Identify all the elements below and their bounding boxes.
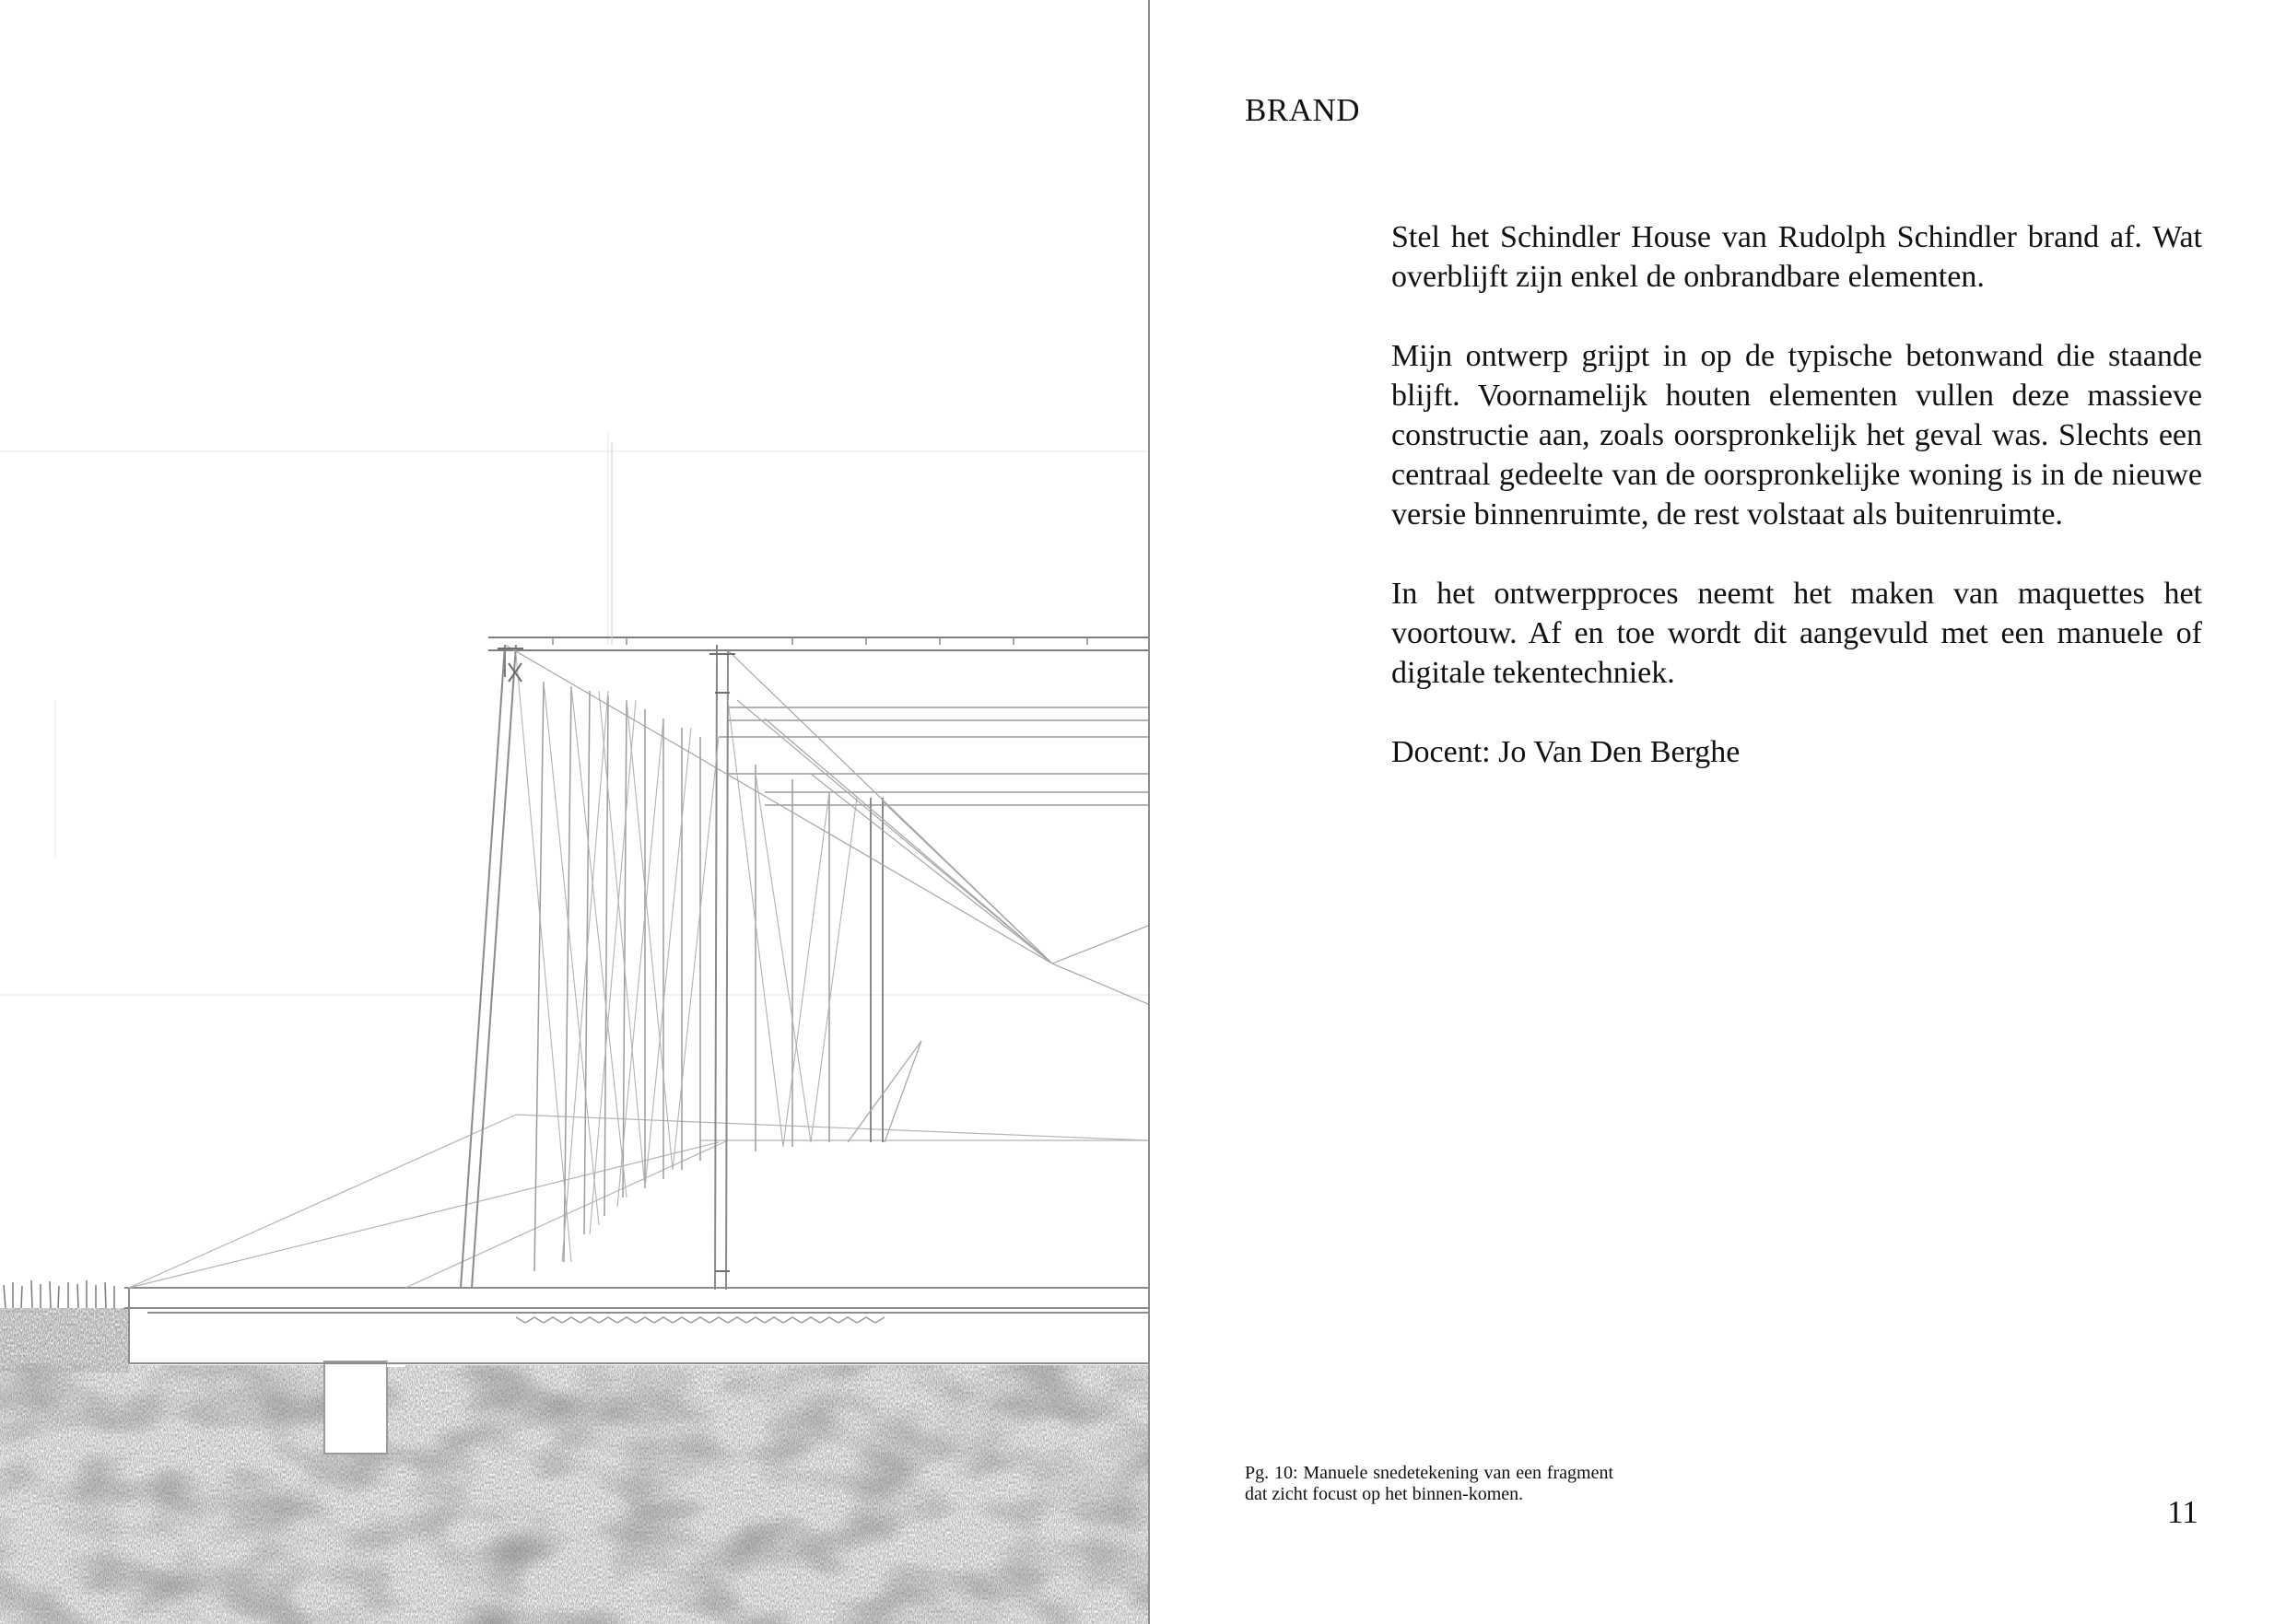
section-title: BRAND <box>1245 92 1361 128</box>
paragraph-2: Mijn ontwerp grijpt in op de typische betonwand die staande blijft. Voornamelijk houten elementen vullen deze massieve constructie aan, zoals oorspronkelijk het geval was. Slechts een centraal gedeelte van de oorspronkelijke woning is in de nieuwe versie binnenruimte, de rest volstaat als buitenruimte. <box>1391 339 2202 532</box>
figure-caption: Pg. 10: Manuele snedetekening van een fragment dat zicht focust op het binnen-komen. <box>1245 1463 1613 1504</box>
text-page <box>1150 0 2286 1624</box>
paragraph-3: In het ontwerpproces neemt het maken van maquettes het voortouw. Af en toe wordt dit aangevuld met een manuele of digitale tekentechniek. <box>1391 577 2202 690</box>
body-text <box>1391 217 2202 812</box>
teacher-credit: Docent: Jo Van Den Berghe <box>1391 735 1741 769</box>
paragraph-1: Stel het Schindler House van Rudolph Schindler brand af. Wat overblijft zijn enkel de onbrandbare elementen. <box>1391 220 2202 294</box>
page-number: 11 <box>2167 1494 2198 1530</box>
